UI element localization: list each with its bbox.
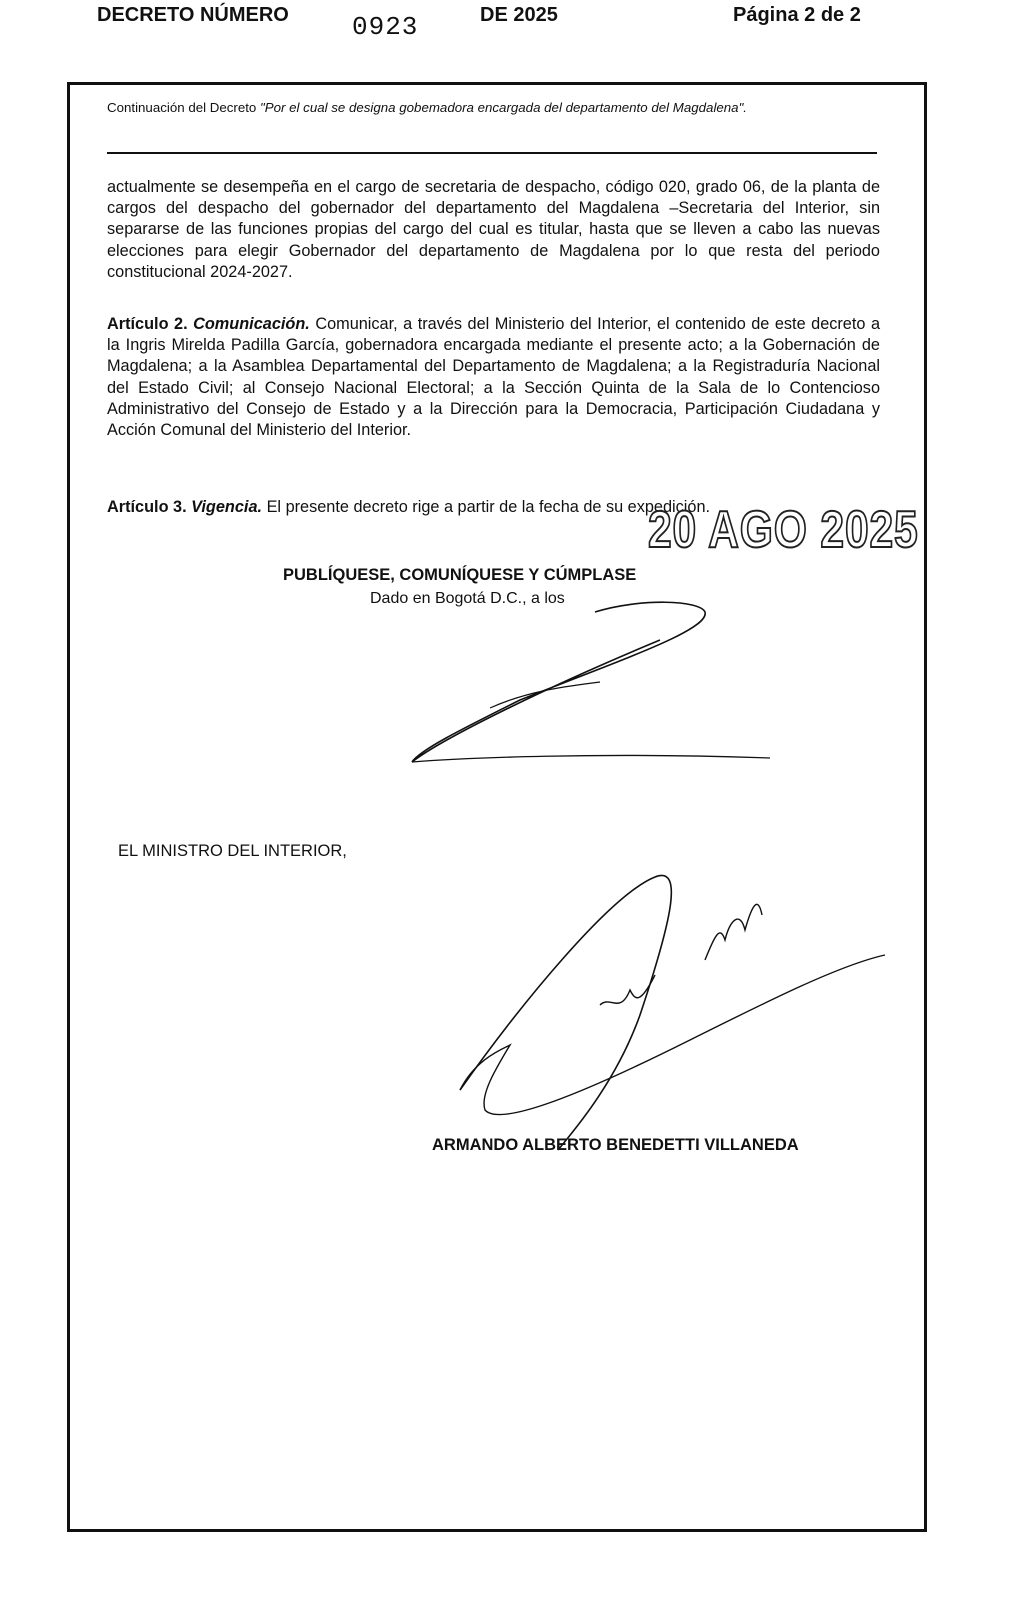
- page-indicator: Página 2 de 2: [733, 4, 861, 26]
- article-3-label: Artículo 3.: [107, 498, 187, 516]
- signatory-title: EL MINISTRO DEL INTERIOR,: [118, 842, 347, 860]
- given-at-line: Dado en Bogotá D.C., a los: [370, 590, 565, 607]
- paragraph-continuation: actualmente se desempeña en el cargo de secretaria de despacho, código 020, grado 06, de la planta de cargos del despacho del gobernador del departamento del Magdalena –Secretaria del Interior, sin separarse de las funciones propias del cargo del cual es titular, hasta que se lleven a cabo las nuevas elecciones para elegir Gobernador del departamento de Magdalena por lo que resta del periodo constitucional 2024-2027.: [107, 178, 880, 281]
- closing-formula: PUBLÍQUESE, COMUNÍQUESE Y CÚMPLASE: [283, 566, 637, 584]
- signatory-name: ARMANDO ALBERTO BENEDETTI VILLANEDA: [432, 1136, 799, 1154]
- page-frame: [67, 82, 927, 1532]
- decree-year: DE 2025: [480, 4, 558, 26]
- decree-number: 0923: [352, 12, 419, 42]
- signature-1: [400, 590, 790, 780]
- continuation-line: [107, 100, 747, 115]
- decree-label: DECRETO NÚMERO: [97, 4, 289, 26]
- continuation-title: "Por el cual se designa gobemadora encargada del departamento del Magdalena".: [260, 100, 747, 115]
- article-3-text: El presente decreto rige a partir de la fecha de su expedición.: [262, 498, 711, 516]
- article-2-title: Comunicación.: [193, 315, 310, 333]
- header-rule: [107, 152, 877, 154]
- article-2: Artículo 2. Comunicación. Comunicar, a través del Ministerio del Interior, el contenido de este decreto a la Ingris Mirelda Padilla García, gobernadora encargada mediante el presente acto; a la Gobernación de Magdalena; a la Asamblea Departamental del Departamento de Magdalena; a la Registraduría Nacional del Estado Civil; al Consejo Nacional Electoral; a la Sección Quinta de la Sala de lo Contencioso Administrativo del Consejo de Estado y a la Dirección para la Democracia, Participación Ciudadana y Acción Comunal del Ministerio del Interior.: [107, 315, 880, 440]
- date-stamp: 20 AGO 2025: [648, 501, 919, 559]
- continuation-prefix: Continuación del Decreto: [107, 100, 261, 115]
- article-2-text: Comunicar, a través del Ministerio del Interior, el contenido de este decreto a la Ingris Mirelda Padilla García, gobernadora encargada mediante el presente acto; a la Gobernación de Magdalena; a la Asamblea Departamental del Departamento de Magdalena; a la Registraduría Nacional del Estado Civil; al Consejo Nacional Electoral; a la Sección Quinta de la Sala de lo Contencioso Administrativo del Consejo de Estado y a la Dirección para la Democracia, Participación Ciudadana y Acción Comunal del Ministerio del Interior.: [107, 315, 880, 440]
- article-3-title: Vigencia.: [191, 498, 263, 516]
- article-2-label: Artículo 2: [107, 315, 184, 333]
- signature-2: [440, 865, 900, 1155]
